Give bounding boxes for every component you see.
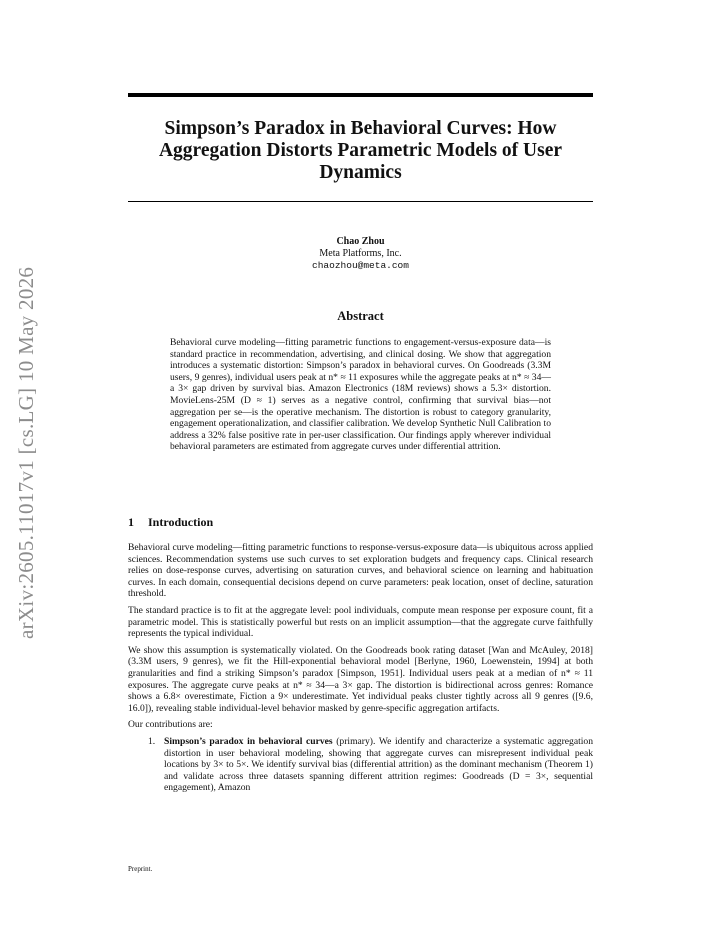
author-block bbox=[128, 236, 593, 272]
author-affiliation: Meta Platforms, Inc. bbox=[319, 248, 402, 259]
title-top-rule bbox=[128, 93, 593, 97]
paragraph: Behavioral curve modeling—fitting parametric functions to response-versus-exposure data—is ubiquitous across applied sciences. Recommendation systems use such curves to set exploration budgets and frequency caps. Clinical research relies on dose-response curves, advertising on saturation curves, and behavioral science on learning and habituation curves. In each domain, consequential decisions depend on curve parameters: peak location, onset of decline, saturation threshold. bbox=[128, 542, 593, 600]
abstract-body: Behavioral curve modeling—fitting parametric functions to engagement-versus-exposure data—is standard practice in recommendation, advertising, and clinical dosing. We show that aggregation introduces a systematic distortion: Simpson’s paradox in behavioral curves. On Goodreads (3.3M users, 9 genres), individual users peak at n* ≈ 11 exposures while the aggregate peaks at n* ≈ 34—a 3× gap driven by survival bias. Amazon Electronics (18M reviews) shows a 5.3× distortion. MovieLens-25M (D ≈ 1) serves as a negative control, confirming that survival bias—not aggregation per se—is the operative mechanism. The distortion is robust to category granularity, engagement operationalization, and classifier calibration. We develop Synthetic Null Calibration to address a 32% false positive rate in per-user classification. Our findings apply wherever individual behavioral parameters are estimated from aggregate curves under differential attrition. bbox=[170, 337, 551, 453]
section-number: 1 bbox=[128, 515, 134, 529]
title-bottom-rule bbox=[128, 201, 593, 202]
list-item bbox=[148, 735, 593, 794]
abstract-heading: Abstract bbox=[337, 309, 384, 323]
section-title: Introduction bbox=[148, 515, 214, 529]
paragraph: Our contributions are: bbox=[128, 719, 213, 731]
author-name: Chao Zhou bbox=[336, 236, 385, 247]
contribution-title: Simpson’s paradox in behavioral curves bbox=[164, 735, 333, 747]
section-heading bbox=[128, 515, 213, 530]
author-email: chaozhou@meta.com bbox=[312, 260, 409, 271]
contribution-qualifier: (primary). bbox=[336, 735, 376, 747]
footer-note: Preprint. bbox=[128, 865, 153, 873]
arxiv-identifier-stamp: arXiv:2605.11017v1 [cs.LG] 10 May 2026 bbox=[14, 266, 38, 640]
paper-title: Simpson’s Paradox in Behavioral Curves: How Aggregation Distorts Parametric Models of User Dynamics bbox=[158, 118, 563, 183]
paragraph: The standard practice is to fit at the aggregate level: pool individuals, compute mean response per exposure count, fit a parametric model. This is statistically powerful but rests on an implicit assumption—that the aggregate curve faithfully represents the typical individual. bbox=[128, 604, 593, 640]
contribution-list bbox=[148, 735, 593, 794]
section-body bbox=[128, 542, 593, 794]
contribution-text: We identify and characterize a systematic aggregation distortion in user behavioral modeling, showing that aggregate curves can misrepresent individual peak locations by 3× to 5×. We identify survival bias (differential attrition) as the dominant mechanism (Theorem 1) and validate across three datasets spanning different attrition regimes: Goodreads (D = 3×, sequential engagement), Amazon bbox=[164, 735, 593, 794]
paragraph: We show this assumption is systematically violated. On the Goodreads book rating dataset [Wan and McAuley, 2018] (3.3M users, 9 genres), we fit the Hill-exponential behavioral model [Berlyne, 1960, Loewenstein, 1994] at both granularities and find a striking Simpson’s paradox [Simpson, 1951]. Individual users peak at a median of n* ≈ 11 exposures. The aggregate curve peaks at n* ≈ 34—a 3× gap. The distortion is bidirectional across genres: Romance shows a 6.8× overestimate, Fiction a 9× underestimate. Yet individual peaks cluster tightly across all 9 genres ([9.6, 16.0]), revealing stable individual-level behavior masked by genre-specific aggregation artifacts. bbox=[128, 644, 593, 714]
list-marker: 1. bbox=[148, 735, 156, 747]
